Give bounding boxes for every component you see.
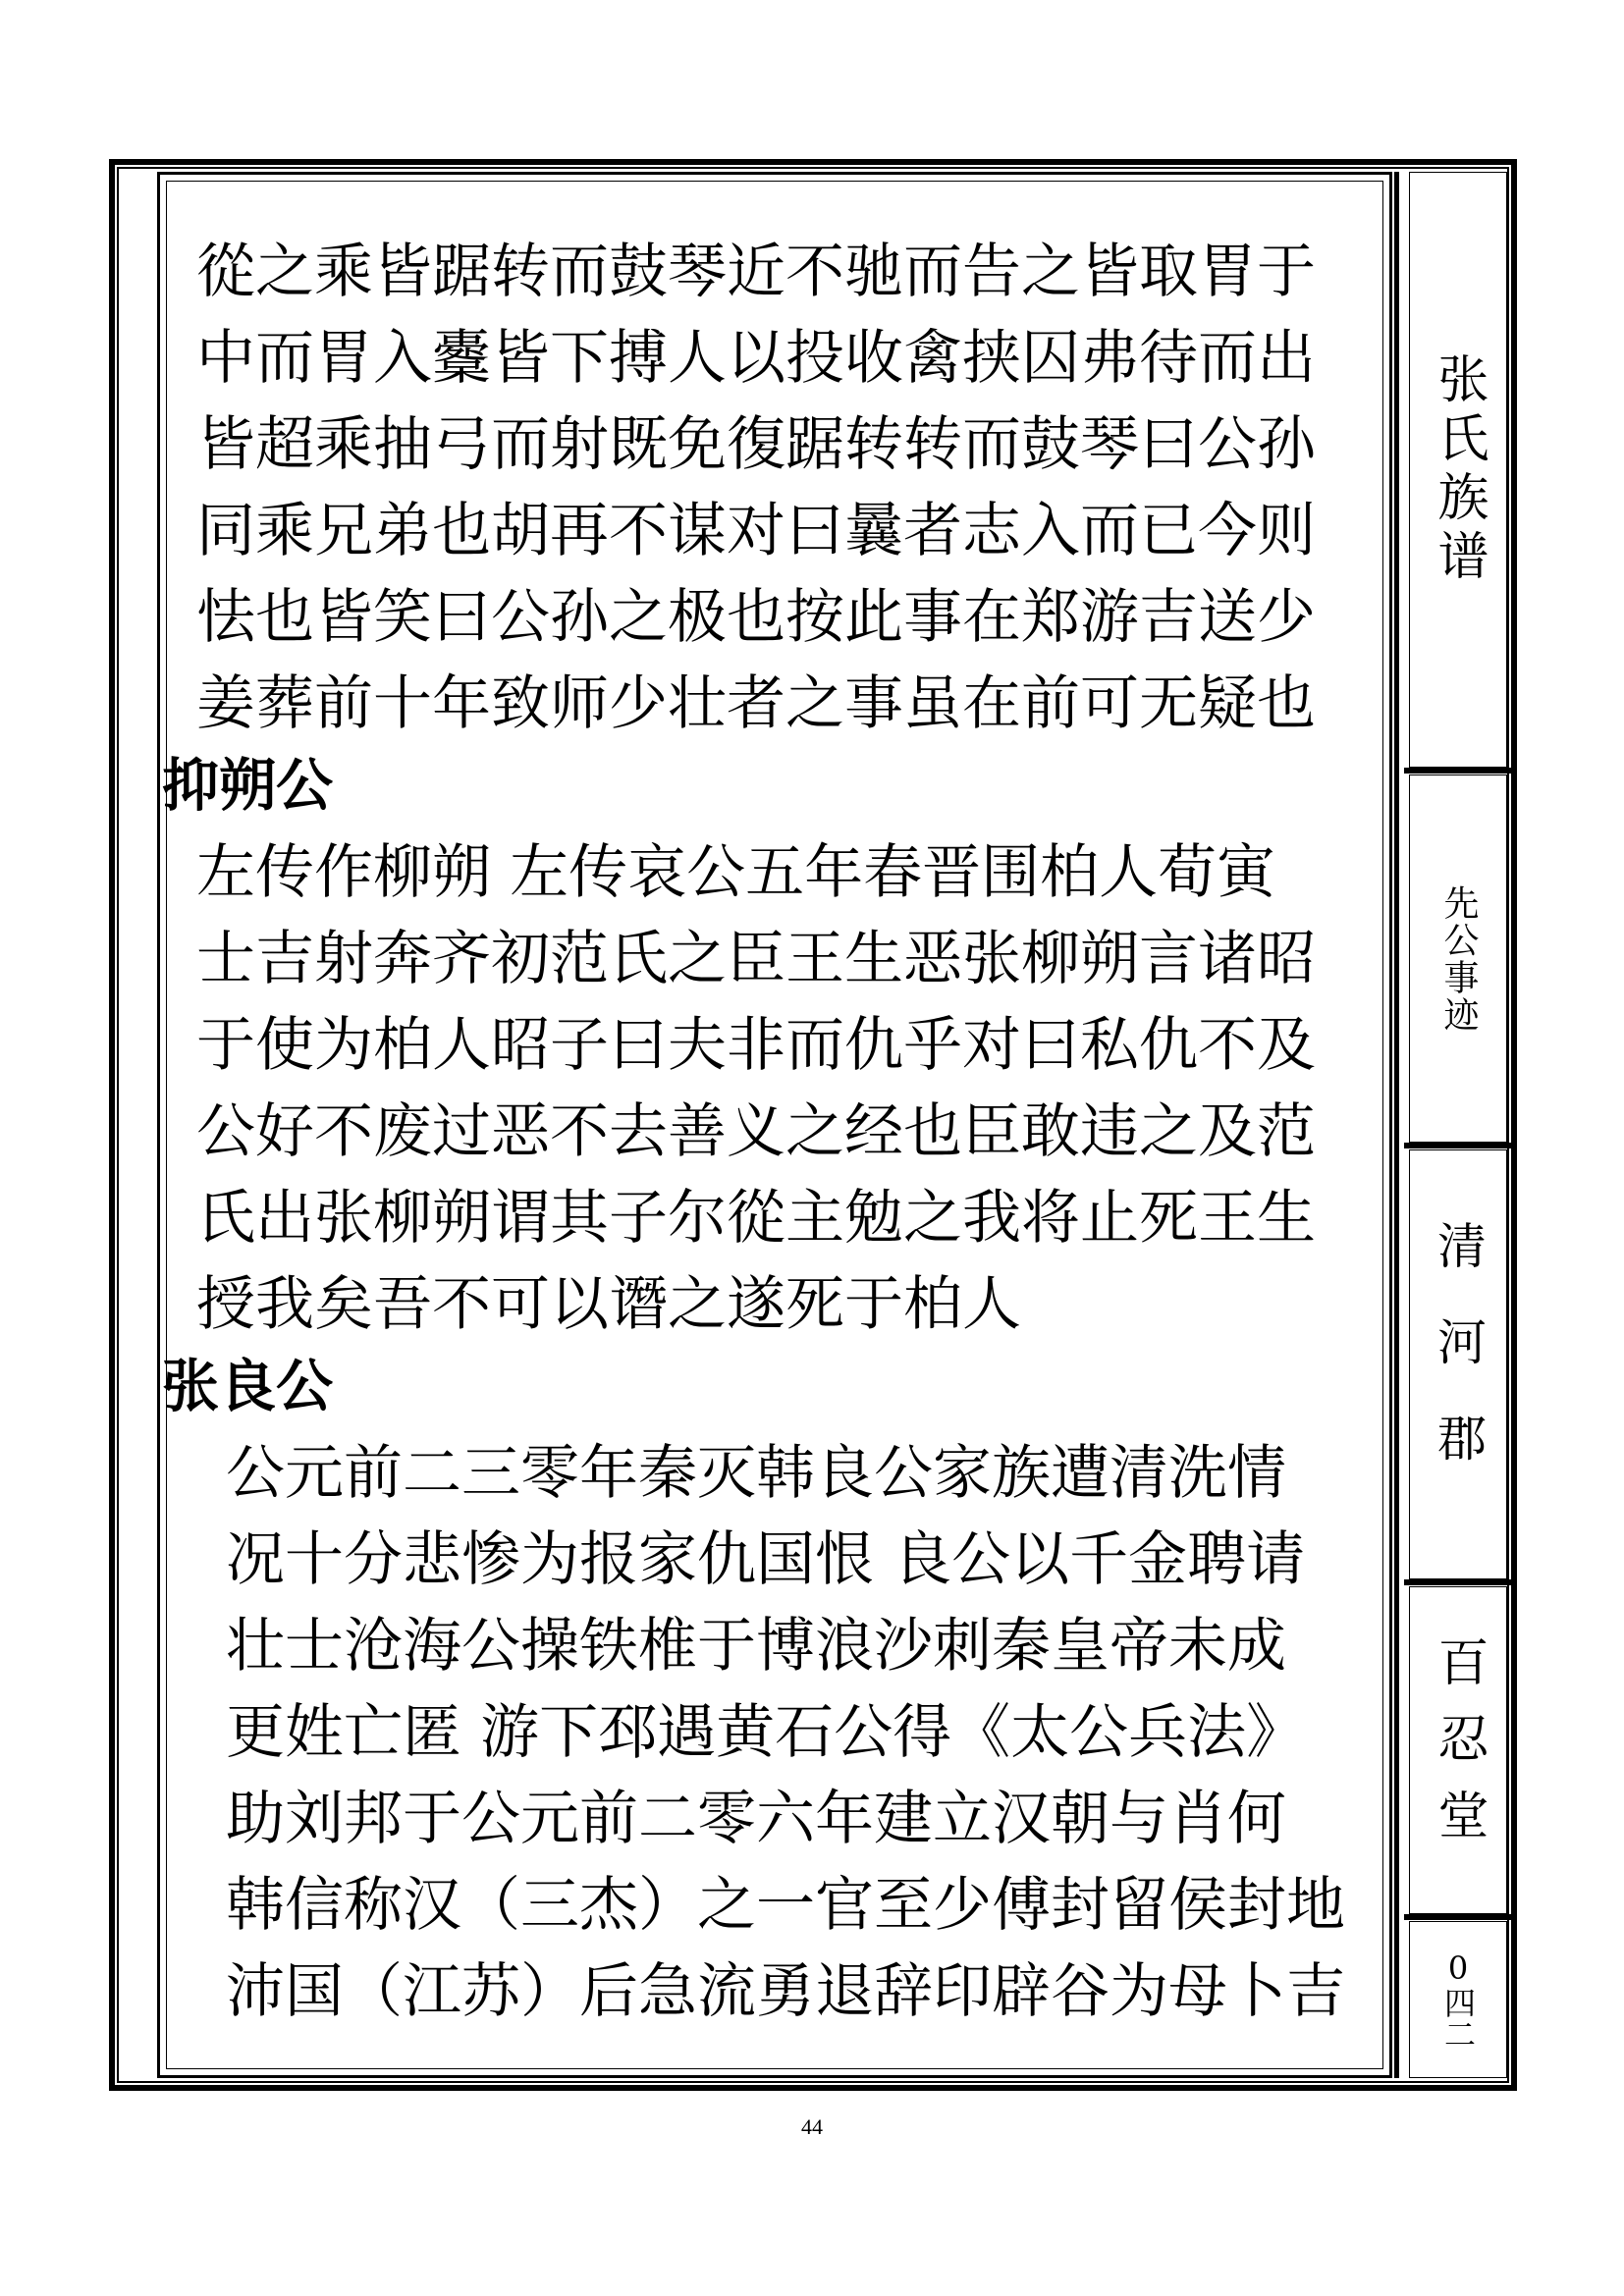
side-cell-title	[1409, 172, 1507, 768]
text-line: 更姓亡匿 游下邳遇黄石公得《太公兵法》	[226, 1698, 1306, 1767]
text-line: 左传作柳朔 左传哀公五年春晋围柏人荀寅	[196, 838, 1276, 907]
text-line: 公好不废过恶不去善义之经也臣敢违之及范	[196, 1097, 1316, 1166]
side-cell-hall-1	[1409, 1149, 1507, 1579]
sheet-number: 0四二	[1439, 1949, 1477, 2050]
text-line: 士吉射奔齐初范氏之臣王生恶张柳朔言诸昭	[196, 925, 1316, 993]
side-cell-section	[1409, 774, 1507, 1143]
text-line: 公元前二三零年秦灭韩良公家族遭清洗情	[226, 1439, 1286, 1508]
book-title: 张氏族谱	[1429, 351, 1488, 588]
text-line: 同乘兄弟也胡再不谋对曰曩者志入而已今则	[196, 497, 1316, 565]
text-line: 授我矣吾不可以谮之遂死于柏人	[196, 1270, 1021, 1339]
hall-name-2: 百忍堂	[1429, 1635, 1488, 1865]
text-line: 沛国（江苏）后急流勇退辞印辟谷为母卜吉	[226, 1957, 1345, 2026]
side-divider	[1404, 1143, 1512, 1148]
text-line: 况十分悲惨为报家仇国恨 良公以千金聘请	[226, 1525, 1306, 1594]
text-line: 助刘邦于公元前二零六年建立汉朝与肖何	[226, 1785, 1286, 1853]
text-line: 氏出张柳朔谓其子尔從主勉之我将止死王生	[196, 1184, 1316, 1253]
text-line: 從之乘皆踞转而鼓琴近不驰而告之皆取胃于	[196, 238, 1316, 306]
text-line: 姜葬前十年致师少壮者之事虽在前可无疑也	[196, 669, 1316, 738]
text-line: 韩信称汉（三杰）之一官至少傅封留侯封地	[226, 1871, 1345, 1940]
hall-name-1: 清河郡	[1430, 1220, 1487, 1509]
side-divider	[1404, 1914, 1512, 1920]
text-line: 皆超乘抽弓而射既免復踞转转而鼓琴曰公孙	[196, 410, 1316, 479]
side-cell-number	[1409, 1921, 1507, 2078]
section-name: 先公事迹	[1438, 883, 1479, 1034]
text-line: 于使为柏人昭子曰夫非而仇乎对曰私仇不及	[196, 1011, 1316, 1080]
section-heading: 抑朔公	[162, 752, 334, 819]
side-divider	[1404, 768, 1512, 774]
page-number: 44	[801, 2114, 823, 2139]
section-heading: 张良公	[162, 1353, 334, 1419]
text-line: 怯也皆笑曰公孙之极也按此事在郑游吉送少	[196, 583, 1316, 652]
text-line: 壮士沧海公操铁椎于博浪沙刺秦皇帝未成	[226, 1612, 1286, 1681]
side-cell-hall-2	[1409, 1586, 1507, 1914]
side-divider	[1404, 1579, 1512, 1585]
side-column	[1394, 172, 1511, 2078]
text-line: 中而胃入櫜皆下搏人以投收禽挟囚弗待而出	[196, 324, 1316, 393]
